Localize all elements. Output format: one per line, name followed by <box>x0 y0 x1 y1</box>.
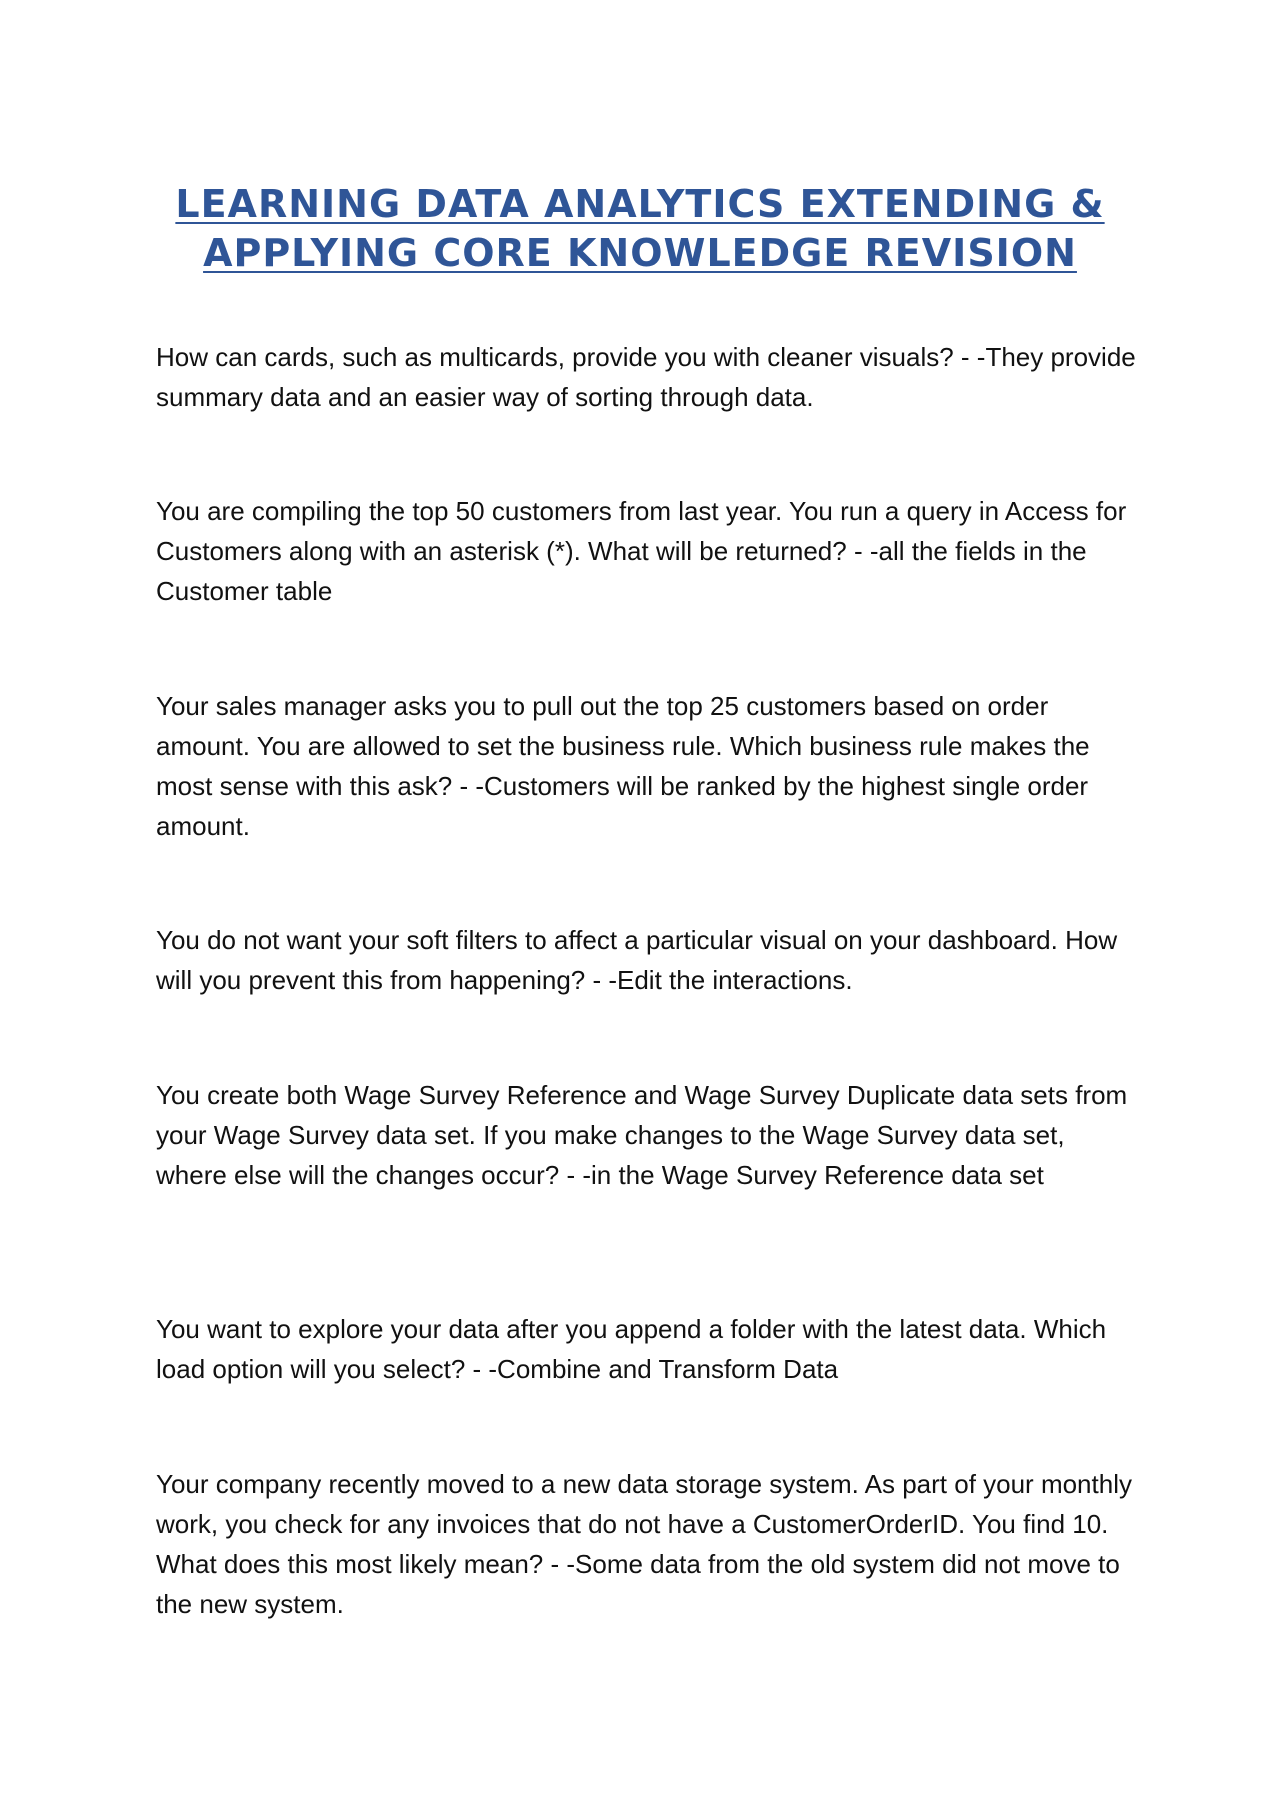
qa-item: You want to explore your data after you append a folder with the latest data. Which load option will you select? - -Combine and Transform Data <box>156 1314 1107 1384</box>
qa-item: Your company recently moved to a new data storage system. As part of your monthly work, you check for any invoices that do not have a CustomerOrderID. You find 10. What does this most likely mean? - -Some data from the old system did not move to the new system. <box>156 1469 1132 1619</box>
qa-item: You create both Wage Survey Reference and Wage Survey Duplicate data sets from your Wage Survey data set. If you make changes to the Wage Survey data set, where else will the changes occur? - -in the Wage Survey Reference data set <box>156 1080 1128 1190</box>
document-title: LEARNING DATA ANALYTICS EXTENDING & APPLYING CORE KNOWLEDGE REVISION <box>175 182 1105 275</box>
qa-item: You are compiling the top 50 customers from last year. You run a query in Access for Customers along with an asterisk (*). What will be returned? - -all the fields in the Customer table <box>156 496 1127 606</box>
qa-item: You do not want your soft filters to affect a particular visual on your dashboard. How will you prevent this from happening? - -Edit the interactions. <box>156 925 1118 995</box>
qa-item: How can cards, such as multicards, provide you with cleaner visuals? - -They provide summary data and an easier way of sorting through data. <box>156 342 1136 412</box>
qa-item: Your sales manager asks you to pull out the top 25 customers based on order amount. You are allowed to set the business rule. Which business rule makes the most sense with this ask? - -Customers will be ranked by the highest single order amount. <box>156 691 1090 841</box>
